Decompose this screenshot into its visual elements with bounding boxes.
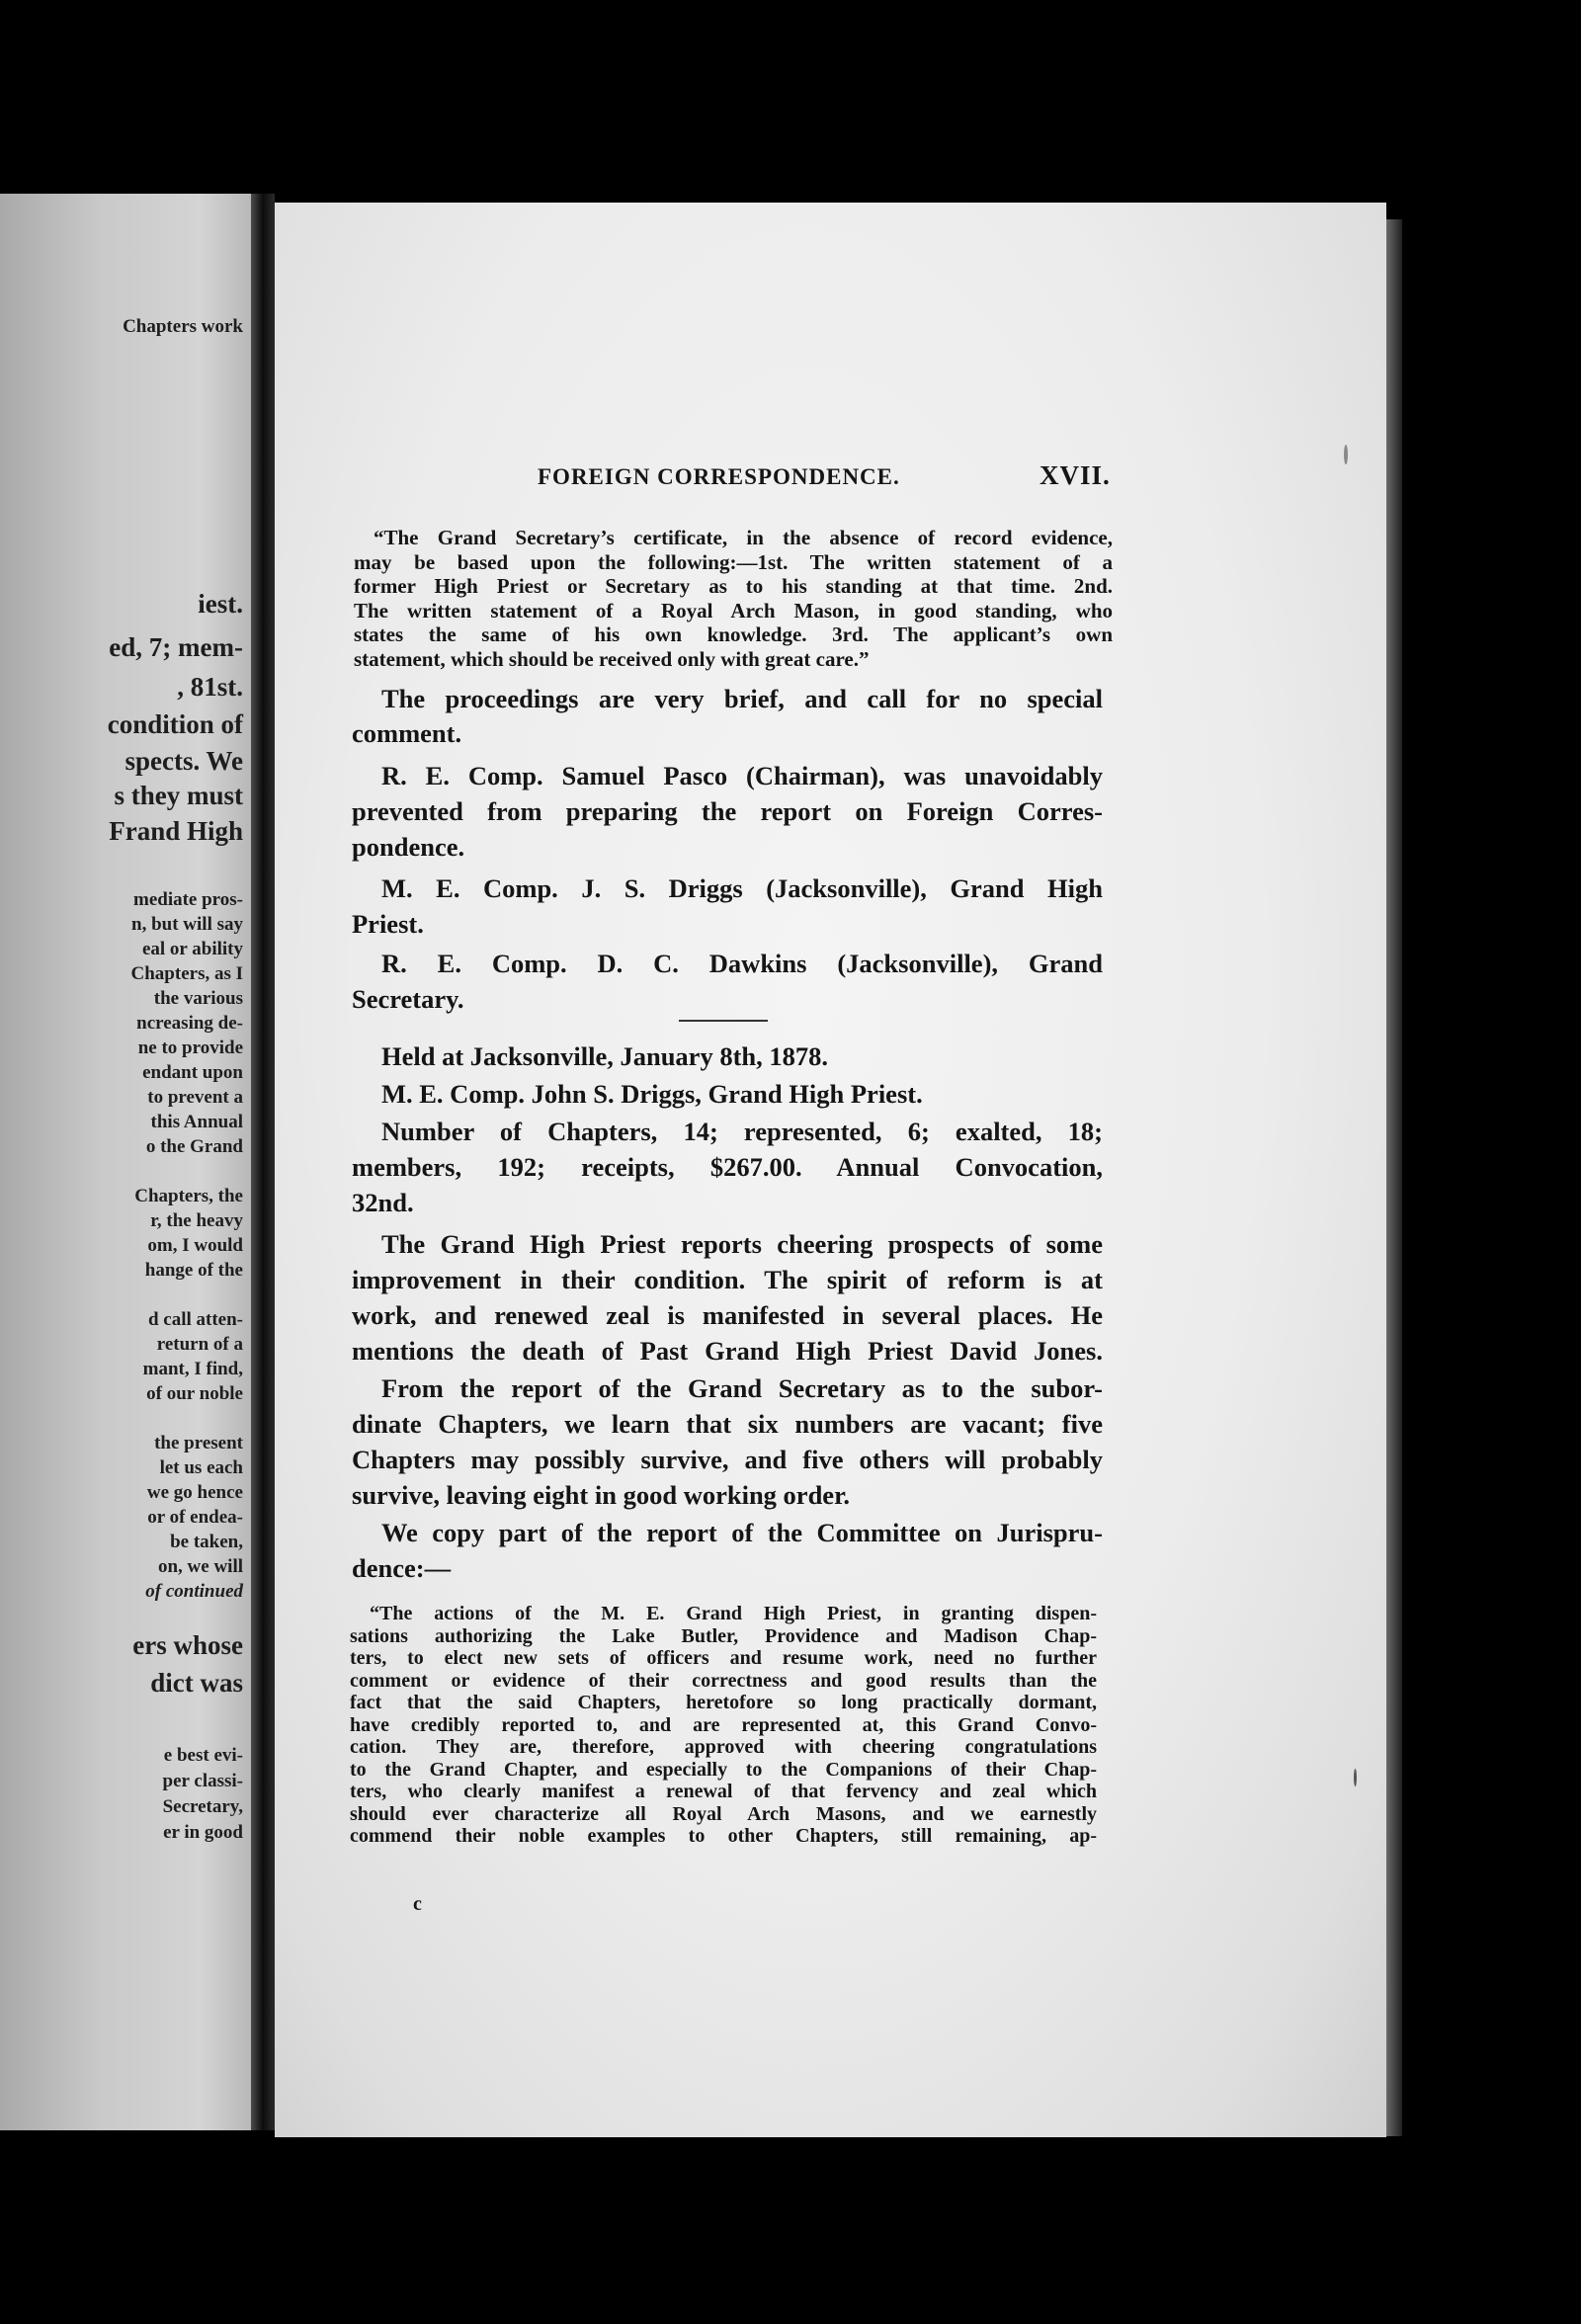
quote-line: former High Priest or Secretary as to his standing at that time. 2nd.	[354, 574, 1113, 598]
paragraph-line: Held at Jacksonville, January 8th, 1878.	[381, 1041, 829, 1071]
paragraph-line: pondence.	[352, 832, 465, 862]
left-page-line: mant, I find,	[142, 1359, 243, 1379]
scan-speck	[1354, 1769, 1357, 1786]
left-page-line: be taken,	[170, 1532, 243, 1552]
left-page-line: o the Grand	[145, 1136, 243, 1157]
quote-line: states the same of his own knowledge. 3rd. The applicant’s own	[354, 622, 1113, 646]
section-divider	[679, 1020, 768, 1022]
left-page-line: d call atten-	[147, 1309, 243, 1330]
quote-line: statement, which should be received only with great care.”	[354, 646, 870, 671]
quote-line: The written statement of a Royal Arch Mason, in good standing, who	[354, 598, 1113, 622]
left-page-line: om, I would	[147, 1235, 243, 1256]
quote-line: have credibly reported to, and are represented at, this Grand Convo-	[350, 1713, 1097, 1736]
quote-line: commend their noble examples to other Chapters, still remaining, ap-	[350, 1825, 1097, 1847]
quote-line: “The Grand Secretary’s certificate, in the absence of record evidence,	[374, 526, 1113, 549]
left-page-line: iest.	[198, 589, 243, 619]
left-page-line: Chapters, the	[134, 1186, 243, 1206]
left-page-line: Frand High	[109, 816, 243, 846]
paragraph-line: Number of Chapters, 14; represented, 6; exalted, 18;	[381, 1117, 1103, 1146]
paragraph-line: Priest.	[352, 909, 424, 939]
left-page-line: , 81st.	[177, 672, 243, 702]
book-gutter	[251, 194, 275, 2130]
running-header: FOREIGN CORRESPONDENCE.	[538, 464, 900, 489]
paragraph-line: dinate Chapters, we learn that six numbers are vacant; five	[352, 1409, 1103, 1439]
left-page-line: return of a	[156, 1334, 243, 1355]
paragraph-line: mentions the death of Past Grand High Priest David Jones.	[352, 1336, 1103, 1366]
quote-line: comment or evidence of their correctness and good results than the	[350, 1669, 1097, 1692]
paragraph-line: dence:—	[352, 1553, 452, 1583]
paragraph-line: M. E. Comp. J. S. Driggs (Jacksonville), Grand High	[381, 873, 1103, 903]
left-page-line: r, the heavy	[150, 1210, 243, 1231]
left-page-line: of continued	[145, 1581, 243, 1602]
left-page-line: ed, 7; mem-	[109, 632, 243, 662]
left-page-line: the various	[153, 988, 243, 1009]
paragraph-line: improvement in their condition. The spirit of reform is at	[352, 1265, 1103, 1294]
paragraph-line: From the report of the Grand Secretary as to the subor-	[381, 1373, 1103, 1403]
left-page-line: or of endea-	[147, 1507, 243, 1528]
left-page-line: this Annual	[150, 1112, 243, 1132]
paragraph-line: members, 192; receipts, $267.00. Annual Convocation,	[352, 1152, 1103, 1182]
quote-line: sations authorizing the Lake Butler, Providence and Madison Chap-	[350, 1624, 1097, 1647]
left-page-line: ne to provide	[137, 1038, 243, 1058]
quote-line: “The actions of the M. E. Grand High Priest, in granting dispen-	[370, 1603, 1097, 1624]
left-page-line: let us each	[159, 1457, 243, 1478]
paragraph-line: The Grand High Priest reports cheering prospects of some	[381, 1229, 1103, 1259]
left-page-line: Chapters work	[123, 316, 243, 337]
quote-line: fact that the said Chapters, heretofore so long practically dormant,	[350, 1692, 1097, 1713]
quote-line: ters, to elect new sets of officers and resume work, need no further	[350, 1647, 1097, 1669]
left-page-line: of our noble	[146, 1383, 243, 1404]
paragraph-line: 32nd.	[352, 1188, 414, 1217]
paragraph-line: Chapters may possibly survive, and five others will probably	[352, 1445, 1103, 1474]
left-page-line: endant upon	[142, 1062, 243, 1083]
left-page-line: per classi-	[162, 1771, 243, 1791]
left-page-line: hange of the	[144, 1260, 243, 1281]
left-page-line: n, but will say	[131, 914, 243, 935]
paragraph-line: M. E. Comp. John S. Driggs, Grand High Priest.	[381, 1079, 923, 1109]
signature-mark: c	[413, 1893, 422, 1915]
left-page-line: the present	[154, 1433, 243, 1453]
page-number: XVII.	[1040, 460, 1111, 490]
paragraph-line: prevented from preparing the report on Foreign Corres-	[352, 796, 1103, 826]
left-page-line: e best evi-	[163, 1745, 243, 1766]
left-page-line: Chapters, as I	[130, 963, 243, 984]
left-page-line: mediate pros-	[133, 889, 243, 910]
paragraph-line: We copy part of the report of the Committee on Jurispru-	[381, 1518, 1103, 1547]
left-page-line: eal or ability	[141, 939, 243, 959]
quote-line: ters, who clearly manifest a renewal of that fervency and zeal which	[350, 1781, 1097, 1802]
paragraph-line: R. E. Comp. D. C. Dawkins (Jacksonville), Grand	[381, 949, 1103, 978]
left-page-line: er in good	[163, 1822, 243, 1843]
scan-speck	[1344, 445, 1348, 464]
paragraph-line: R. E. Comp. Samuel Pasco (Chairman), was unavoidably	[381, 761, 1103, 790]
quote-line: cation. They are, therefore, approved with cheering congratulations	[350, 1736, 1097, 1758]
left-page-line: s they must	[114, 781, 243, 810]
paragraph-line: The proceedings are very brief, and call for no special	[381, 684, 1103, 713]
quote-line: to the Grand Chapter, and especially to the Companions of their Chap-	[350, 1758, 1097, 1781]
quote-line: may be based upon the following:—1st. The written statement of a	[354, 549, 1113, 574]
paragraph-line: Secretary.	[352, 984, 464, 1014]
paragraph-line: comment.	[352, 718, 462, 748]
left-page-line: ncreasing de-	[136, 1013, 243, 1034]
paragraph-line: survive, leaving eight in good working order.	[352, 1480, 851, 1510]
paragraph-line: work, and renewed zeal is manifested in several places. He	[352, 1300, 1103, 1330]
previous-page-fragment	[0, 194, 251, 2130]
page-edge-shadow	[1386, 219, 1402, 2136]
left-page-line: Secretary,	[162, 1796, 243, 1817]
left-page-line: dict was	[150, 1668, 243, 1698]
left-page-line: we go hence	[146, 1482, 243, 1503]
left-page-line: to prevent a	[147, 1087, 243, 1108]
quote-line: should ever characterize all Royal Arch Masons, and we earnestly	[350, 1802, 1097, 1825]
left-page-line: spects. We	[125, 746, 243, 776]
left-page-line: on, we will	[157, 1556, 243, 1577]
left-page-line: ers whose	[132, 1630, 243, 1660]
left-page-line: condition of	[107, 709, 243, 739]
